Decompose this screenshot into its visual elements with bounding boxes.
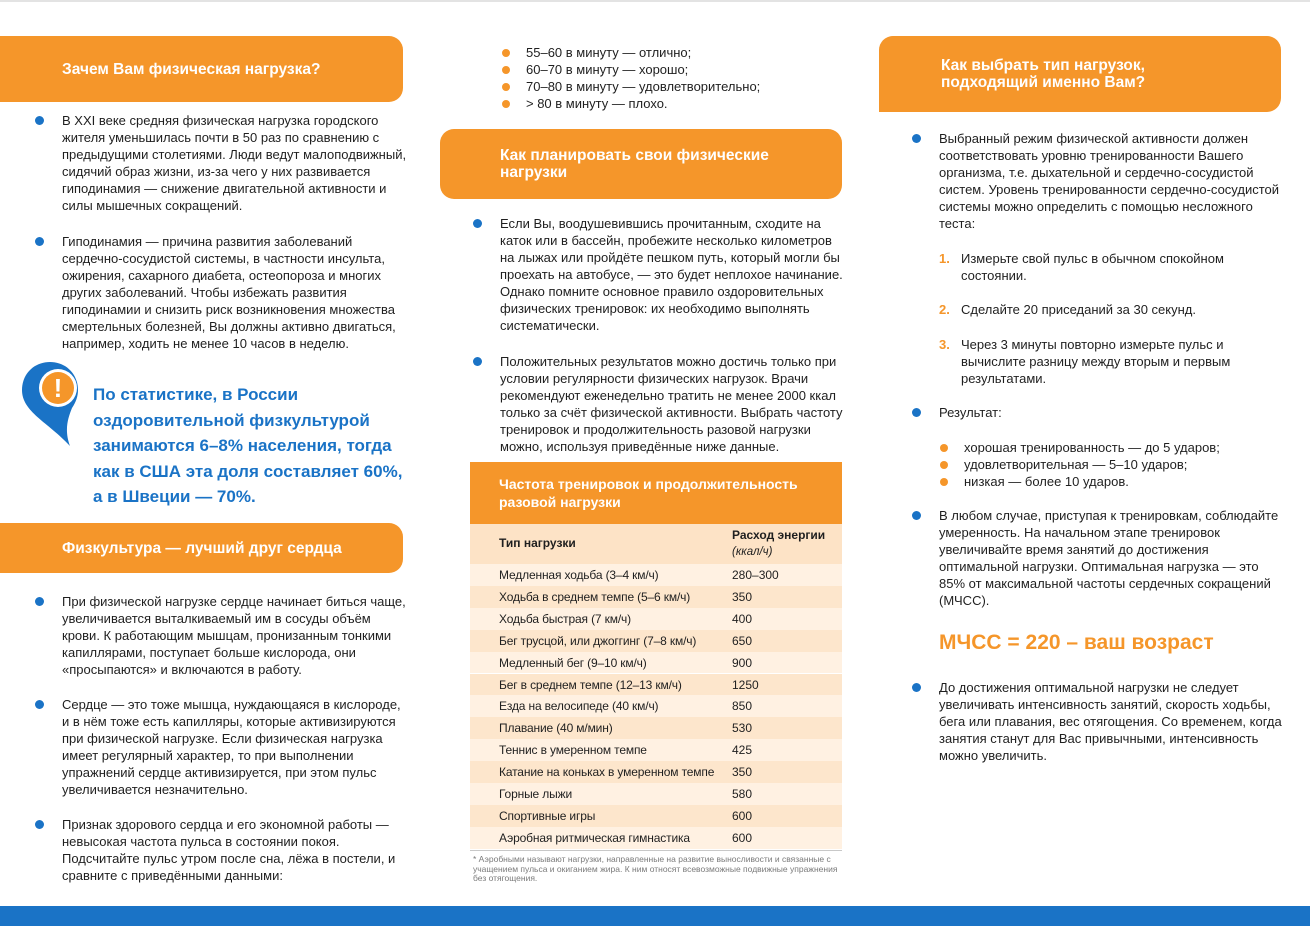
column-header-energy: Расход энергии (ккал/ч)	[732, 528, 826, 558]
cell-load-type: Езда на велосипеде (40 км/ч)	[499, 699, 659, 714]
pulse-item: 70–80 в минуту — удовлетворительно;	[526, 78, 826, 95]
cell-energy: 400	[732, 611, 753, 626]
bullet-dot	[35, 237, 44, 246]
cell-energy: 1250	[732, 677, 759, 692]
cell-load-type: Бег трусцой, или джоггинг (7–8 км/ч)	[499, 633, 697, 648]
cell-energy: 280–300	[732, 568, 779, 582]
table-row	[470, 608, 842, 630]
cell-energy: 425	[732, 743, 753, 758]
step-number: 3.	[939, 337, 950, 352]
statistics-callout: По статистике, в России оздоровительной физкультурой занимаются 6–8% населения, тогда как в США эта доля составляет 60%, а в Швеции — 70%.	[93, 385, 403, 506]
bullet-dot	[940, 444, 948, 452]
table-row	[470, 674, 842, 696]
section-header-text: Физкультура — лучший друг сердца	[62, 539, 342, 557]
table-row	[470, 695, 842, 717]
cell-load-type: Аэробная ритмическая гимнастика	[499, 830, 690, 845]
bullet-dot	[35, 116, 44, 125]
pulse-item: 55–60 в минуту — отлично;	[526, 44, 826, 61]
bullet-dot	[502, 66, 510, 74]
section-header-text: Как планировать свои физические нагрузки	[500, 147, 769, 181]
section-header-planning	[440, 129, 842, 199]
result-item: хорошая тренированность — до 5 ударов;	[964, 439, 1264, 456]
cell-energy: 580	[732, 787, 753, 801]
test-step: 3. Через 3 минуты повторно измерьте пульс и вычислите разницу между вторым и первым результатами.	[939, 337, 1231, 386]
paragraph-heart-load: При физической нагрузке сердце начинает биться чаще, увеличивается выталкиваемый им в сосуды объём крови. К работающим мышцам, пронизанным тонкими капиллярами, поступает больше кислорода, они «просыпаются» и включаются в работу.	[62, 593, 407, 678]
bullet-dot	[940, 461, 948, 469]
section-header-text: Зачем Вам физическая нагрузка?	[62, 60, 321, 78]
bullet-dot	[912, 683, 921, 692]
cell-load-type: Горные лыжи	[499, 787, 573, 801]
column-header-type: Тип нагрузки	[499, 536, 576, 550]
cell-energy: 350	[732, 765, 753, 780]
exclamation-mark: !	[53, 373, 63, 403]
bullet-dot	[502, 49, 510, 57]
bullet-dot	[912, 511, 921, 520]
table-row	[470, 783, 842, 805]
cell-energy: 850	[732, 699, 753, 714]
cell-energy: 900	[732, 655, 753, 670]
bullet-dot	[912, 408, 921, 417]
bullet-dot	[940, 478, 948, 486]
paragraph-moderation: В любом случае, приступая к тренировкам, соблюдайте умеренность. На начальном этапе тренировок увеличивайте время занятий до достижения оптимальной нагрузки. Оптимальная нагрузка — это 85% от максимальной частоты сердечных сокращений (МЧСС).	[939, 507, 1284, 609]
cell-energy: 650	[732, 633, 753, 648]
bullet-dot	[502, 100, 510, 108]
paragraph-heart-muscle: Сердце — это тоже мышца, нуждающаяся в кислороде, и в нём тоже есть капилляры, которые активизируются при физической нагрузке. Если физическая нагрузка имеет регулярный характер, то при выполнении упражнений сердце активизируется, при этом пульс увеличивается незначительно.	[62, 696, 407, 798]
column-header-unit: (ккал/ч)	[732, 546, 773, 558]
bullet-dot	[35, 820, 44, 829]
cell-load-type: Плавание (40 м/мин)	[499, 721, 613, 736]
table-row	[470, 827, 842, 849]
paragraph-intensity: До достижения оптимальной нагрузки не следует увеличивать интенсивность занятий, скорость ходьбы, бега или плавания, вес отягощения. Со временем, когда занятия станут для Вас привычными, интенсивность можно увеличить.	[939, 679, 1284, 764]
exclamation-icon	[20, 360, 80, 450]
result-item: низкая — более 10 ударов.	[964, 473, 1264, 490]
table-row	[470, 652, 842, 674]
cell-energy: 600	[732, 830, 753, 845]
section-header-text: Как выбрать тип нагрузок, подходящий именно Вам?	[941, 57, 1146, 91]
table-row	[470, 761, 842, 783]
step-number: 1.	[939, 251, 950, 266]
paragraph-hypodynamia-intro: В XXI веке средняя физическая нагрузка городского жителя уменьшилась почти в 50 раз по сравнению с предыдущими столетиями. Люди ведут малоподвижный, сидячий образ жизни, из-за чего у них развивается гиподинамия — снижение двигательной активности и силы мышечных сокращений.	[62, 112, 407, 214]
table-column-headers	[470, 524, 842, 564]
cell-load-type: Ходьба быстрая (7 км/ч)	[499, 611, 631, 626]
section-header-choose-type	[879, 36, 1281, 112]
top-rule	[0, 0, 1310, 2]
cell-load-type: Медленный бег (9–10 км/ч)	[499, 655, 647, 670]
bullet-dot	[35, 597, 44, 606]
table-row	[470, 805, 842, 827]
cell-load-type: Бег в среднем темпе (12–13 км/ч)	[499, 677, 682, 692]
bullet-dot	[912, 134, 921, 143]
cell-load-type: Катание на коньках в умеренном темпе	[499, 765, 715, 780]
test-step: 2. Сделайте 20 приседаний за 30 секунд.	[939, 302, 1196, 317]
bullet-dot	[473, 357, 482, 366]
cell-energy: 350	[732, 589, 753, 604]
pulse-item: 60–70 в минуту — хорошо;	[526, 61, 826, 78]
cell-energy: 530	[732, 721, 753, 736]
paragraph-planning-regularity: Положительных результатов можно достичь только при условии регулярности физических нагрузок. Врачи рекомендуют еженедельно тратить не менее 2000 ккал только за счёт физической активности. Выбрать частоту тренировок и продолжительность разовой нагрузки можно, используя приведённые ниже данные.	[500, 353, 845, 455]
paragraph-planning-start: Если Вы, воодушевившись прочитанным, сходите на каток или в бассейн, пробежите несколько километров на лыжах или пройдёте пешком путь, который могли бы проехать на автобусе, — это будет неплохое начинание. Однако помните основное правило оздоровительных физических тренировок: их необходимо выполнять систематически.	[500, 215, 845, 334]
table-title: Частота тренировок и продолжительность разовой нагрузки	[470, 462, 842, 524]
cell-load-type: Теннис в умеренном темпе	[499, 743, 647, 758]
table-footnote: * Аэробными называют нагрузки, направленные на развитие выносливости и связанные с учащением пульса и окиганием жира. К ним относят всевозможные подвижные упражнения без отягощения.	[473, 854, 838, 883]
bullet-dot	[473, 219, 482, 228]
result-label: Результат:	[939, 404, 1239, 421]
table-row	[470, 564, 842, 586]
pulse-item: > 80 в минуту — плохо.	[526, 95, 826, 112]
table-row	[470, 586, 842, 608]
table-bottom-rule	[470, 850, 842, 851]
section-header-why-exercise	[0, 36, 403, 102]
test-step: 1. Измерьте свой пульс в обычном спокойном состоянии.	[939, 251, 1224, 283]
result-item: удовлетворительная — 5–10 ударов;	[964, 456, 1264, 473]
cell-energy: 600	[732, 808, 753, 823]
bullet-dot	[502, 83, 510, 91]
step-number: 2.	[939, 302, 950, 317]
cell-load-type: Медленная ходьба (3–4 км/ч)	[499, 568, 659, 582]
table-row	[470, 630, 842, 652]
table-row	[470, 739, 842, 761]
paragraph-healthy-heart: Признак здорового сердца и его экономной работы — невысокая частота пульса в состоянии покоя. Подсчитайте пульс утром после сна, лёжа в постели, и сравните с приведёнными данными:	[62, 816, 407, 884]
bullet-dot	[35, 700, 44, 709]
table-row	[470, 717, 842, 739]
section-header-heart-friend	[0, 523, 403, 573]
paragraph-hypodynamia-risks: Гиподинамия — причина развития заболеваний сердечно-сосудистой системы, в частности инсульта, ожирения, сахарного диабета, остеопороза и многих других заболеваний. Чтобы избежать развития гиподинамии и снизить риск возникновения множества смертельных болезней, Вы должны активно двигаться, например, ходить не менее 10 часов в неделю.	[62, 233, 407, 352]
formula-mhr: МЧСС = 220 – ваш возраст	[939, 631, 1214, 654]
cell-load-type: Спортивные игры	[499, 808, 596, 823]
paragraph-choose-intro: Выбранный режим физической активности должен соответствовать уровню тренированности Вашего организма, т.е. дыхательной и сердечно-сосудистой систем. Уровень тренированности сердечно-сосудистой системы можно определить с помощью несложного теста:	[939, 130, 1284, 232]
cell-load-type: Ходьба в среднем темпе (5–6 км/ч)	[499, 589, 691, 604]
bottom-bar	[0, 906, 1310, 926]
